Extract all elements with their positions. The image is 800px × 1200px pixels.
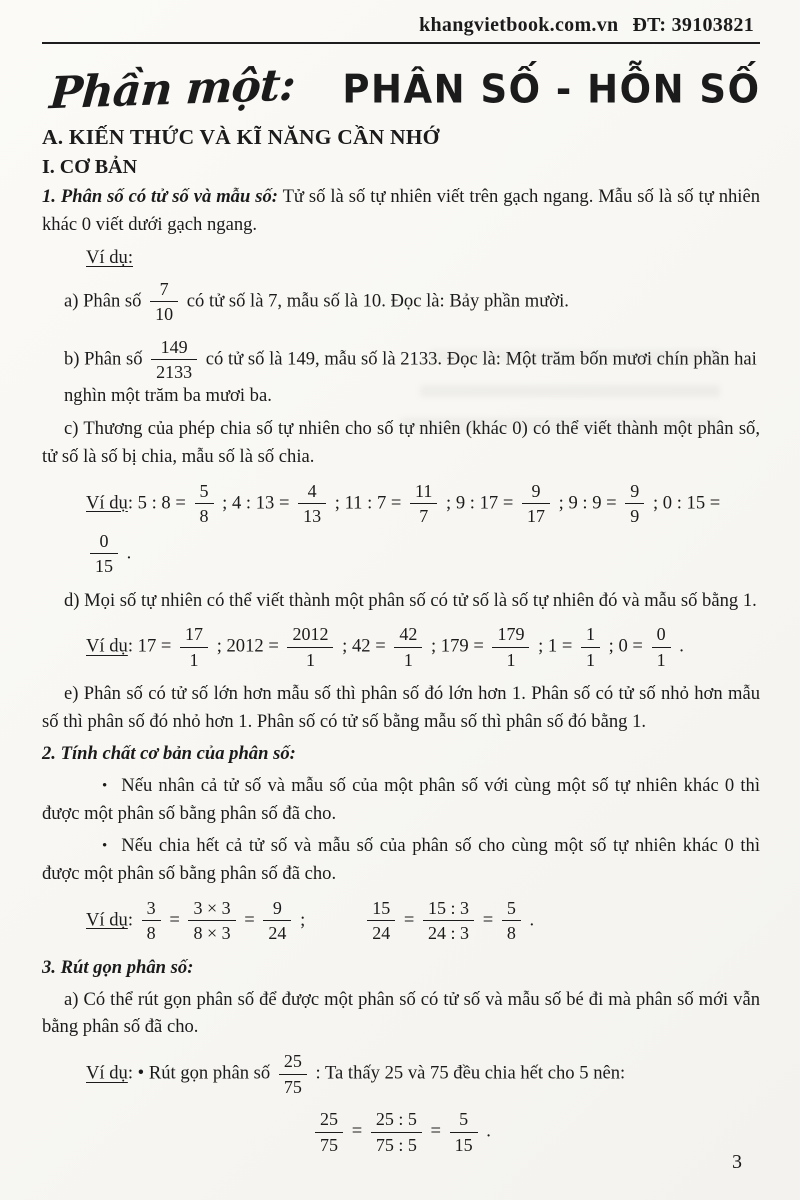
fraction: $\frac{17}{1}$ (180, 623, 208, 671)
fraction: $\frac{9}{9}$ (625, 480, 644, 528)
fraction: $\frac{149}{2133}$ (151, 336, 197, 384)
heading-item2: 2. Tính chất cơ bản của phân số: (42, 743, 296, 765)
title-row (47, 59, 761, 120)
fraction: $\frac{25 : 5}{75 : 5}$ (371, 1108, 422, 1156)
fraction: $\frac{179}{1}$ (492, 623, 529, 671)
fraction: $\frac{7}{10}$ (150, 278, 178, 326)
example-line-b: b) Phân số $\frac{149}{2133}$ có tử số là 149, mẫu số là 2133. Đọc là: Một trăm bốn mươi chín phần hai nghìn một trăm ba mươi ba. (64, 336, 757, 406)
fraction: $\frac{5}{15}$ (450, 1108, 478, 1156)
example-line-a: a) Phân số $\frac{7}{10}$ có tử số là 7, mẫu số là 10. Đọc là: Bảy phần mười. (64, 278, 569, 325)
para-item1 (42, 183, 760, 239)
page-header (42, 14, 760, 37)
bullet-2: • Nếu chia hết cả tử số và mẫu số của phân số cho cùng một số tự nhiên khác 0 thì được một phân số bằng phân số đã cho. (42, 834, 760, 884)
example-line-d: Ví dụ: 17 = $\frac{17}{1}$ ; 2012 = $\frac{2012}{1}$ ; 42 = $\frac{42}{1}$ ; 179 = $\frac{179}{1}$ ; 1 = $\frac{1}{1}$ ; 0 = $\frac{0}{1}$ . (86, 624, 684, 670)
page-number: 3 (732, 1151, 742, 1173)
header-site: khangvietbook.com.vn (419, 14, 619, 36)
fraction: $\frac{1}{1}$ (581, 623, 600, 671)
header-rule (42, 42, 760, 44)
fraction: $\frac{3 \times 3}{8 \times 3}$ (188, 897, 235, 945)
example-label: Ví dụ (86, 908, 128, 930)
example-label: Ví dụ (86, 635, 128, 657)
fraction: $\frac{15 : 3}{24 : 3}$ (423, 897, 474, 945)
bullet-icon: • (102, 837, 108, 854)
fraction: $\frac{9}{24}$ (263, 897, 291, 945)
para-c: c) Thương của phép chia số tự nhiên cho số tự nhiên (khác 0) có thể viết thành một phân số, tử số là số bị chia, mẫu số là số chia. (42, 417, 760, 467)
fraction: $\frac{5}{8}$ (195, 480, 214, 528)
fraction: $\frac{3}{8}$ (142, 897, 161, 945)
fraction: $\frac{0}{15}$ (90, 530, 118, 578)
para-e: e) Phân số có tử số lớn hơn mẫu số thì phân số đó lớn hơn 1. Phân số có tử số nhỏ hơn mẫu số thì phân số đó nhỏ hơn 1. Phân số có tử số bằng mẫu số thì phân số đó bằng 1. (42, 683, 760, 733)
header-phone: ĐT: 39103821 (632, 14, 754, 36)
fraction: $\frac{42}{1}$ (394, 623, 422, 671)
item1-lead: 1. Phân số có tử số và mẫu số: (42, 186, 278, 207)
example-line-c: Ví dụ: 5 : 8 = $\frac{5}{8}$ ; 4 : 13 = $\frac{4}{13}$ ; 11 : 7 = $\frac{11}{7}$ ; 9 : 17 = $\frac{9}{17}$ ; 9 : 9 = $\frac{9}{9}$ ; 0 : 15 = $\frac{0}{15}$ . (86, 480, 721, 577)
para-d: d) Mọi số tự nhiên có thể viết thành một phân số có tử số là số tự nhiên đó và mẫu số bằng 1. (64, 589, 757, 611)
fraction: $\frac{11}{7}$ (410, 480, 437, 528)
section-heading-i: I. CƠ BẢN (42, 156, 138, 178)
fraction: $\frac{25}{75}$ (279, 1050, 307, 1098)
fraction: $\frac{2012}{1}$ (287, 623, 333, 671)
equation-centered: $\frac{25}{75}$ = $\frac{25 : 5}{75 : 5}$ = $\frac{5}{15}$ . (42, 1107, 760, 1157)
para-3a: a) Có thể rút gọn phân số để được một phân số có tử số và mẫu số bé đi mà phân số mới vẫn bằng phân số đã cho. (42, 988, 760, 1038)
bullet-icon: • (102, 778, 108, 795)
fraction: $\frac{0}{1}$ (652, 623, 671, 671)
fraction: $\frac{25}{75}$ (315, 1108, 343, 1156)
item1-text: Tử số là số tự nhiên viết trên gạch ngang. Mẫu số là số tự nhiên khác 0 viết dưới gạch ngang. (42, 186, 761, 235)
example-label-standalone: Ví dụ: (86, 246, 134, 268)
example-label: Ví dụ (86, 1062, 128, 1084)
example-line-2: Ví dụ: $\frac{3}{8}$ = $\frac{3 \times 3}{8 \times 3}$ = $\frac{9}{24}$ ; $\frac{15}{24}$ = $\frac{15 : 3}{24 : 3}$ = $\frac{5}{8}$ . (86, 897, 535, 944)
section-heading-a: A. KIẾN THỨC VÀ KĨ NĂNG CẦN NHỚ (42, 125, 440, 149)
part-label: Phần một: (47, 59, 297, 120)
example-label: Ví dụ (86, 491, 128, 513)
heading-item3: 3. Rút gọn phân số: (42, 956, 194, 978)
fraction: $\frac{15}{24}$ (367, 897, 395, 945)
bullet-1: • Nếu nhân cả tử số và mẫu số của một phân số với cùng một số tự nhiên khác 0 thì được một phân số bằng phân số đã cho. (42, 775, 760, 825)
fraction: $\frac{4}{13}$ (298, 480, 326, 528)
fraction: $\frac{9}{17}$ (522, 480, 550, 528)
example-line-3: Ví dụ: • Rút gọn phân số $\frac{25}{75}$ : Ta thấy 25 và 75 đều chia hết cho 5 nên: (86, 1051, 626, 1097)
page-title: PHÂN SỐ - HỖN SỐ (342, 66, 761, 113)
fraction: $\frac{5}{8}$ (502, 897, 521, 945)
